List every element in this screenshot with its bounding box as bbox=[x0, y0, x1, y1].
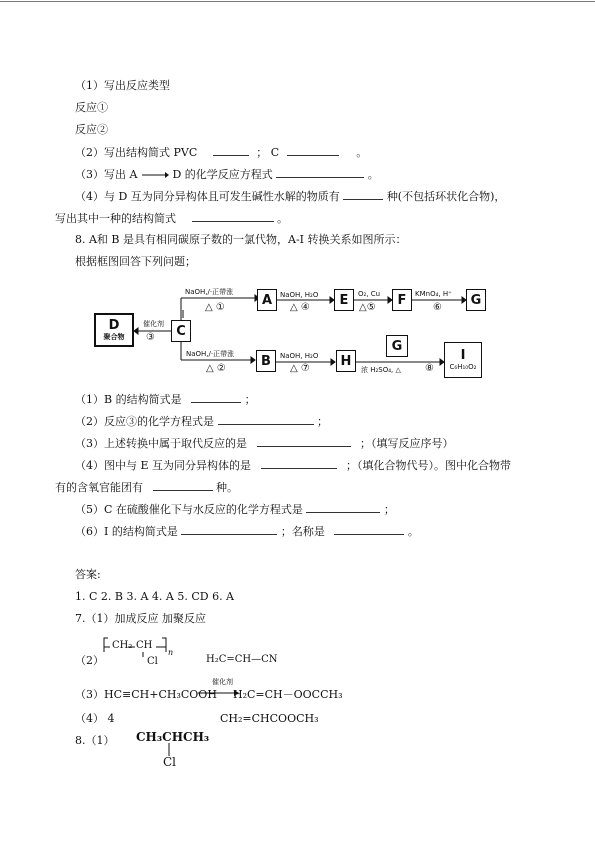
q8-part3 bbox=[75, 436, 454, 451]
q7-reaction2: 反应② bbox=[75, 123, 108, 136]
node-d-sub: 聚合物 bbox=[103, 332, 125, 341]
q7-part3 bbox=[75, 167, 379, 182]
label-b-h-bot: △ ⑦ bbox=[290, 363, 310, 374]
answer8-1-formula: CH₃CHCH₃ bbox=[136, 730, 210, 744]
polymer-cl: Cl bbox=[147, 656, 158, 667]
label-e-f-bot: △⑤ bbox=[359, 302, 376, 313]
answer7-2-acrylonitrile: H₂C=CH—CN bbox=[206, 654, 278, 665]
q7-p2-mid: ； C bbox=[256, 146, 280, 159]
node-h: H bbox=[336, 350, 356, 372]
q8-p4-g: 种。 bbox=[216, 481, 238, 494]
node-c: C bbox=[171, 320, 191, 342]
c-blank[interactable] bbox=[287, 145, 339, 156]
i-name-blank[interactable] bbox=[334, 524, 404, 535]
q8-p4-f: 有的含氧官能团有 bbox=[55, 481, 143, 494]
isomer-structure-blank[interactable] bbox=[192, 211, 274, 222]
node-d-label: D bbox=[108, 317, 120, 333]
isomer-count-blank[interactable] bbox=[343, 189, 383, 200]
label-h-i-num: ⑧ bbox=[425, 363, 434, 374]
b-structure-blank[interactable] bbox=[191, 392, 241, 403]
q8-part1 bbox=[75, 392, 256, 407]
arrow-icon bbox=[141, 170, 169, 180]
q7-p3-c: 。 bbox=[367, 168, 379, 181]
node-a: A bbox=[257, 289, 277, 311]
label-c-d-top: 催化剂 bbox=[143, 320, 164, 328]
node-g: G bbox=[466, 289, 486, 311]
q8-part4-cont bbox=[55, 480, 238, 495]
label-c-b-top: NaOH,/·正帶涨 bbox=[186, 350, 235, 358]
q8-p6-mid: ；名称是 bbox=[280, 525, 325, 538]
q8-p5-end: ； bbox=[383, 503, 395, 516]
q7-p4-d: 。 bbox=[277, 212, 288, 225]
node-b: B bbox=[256, 350, 276, 372]
a-to-d-equation-blank[interactable] bbox=[276, 167, 364, 178]
polymer-n: n bbox=[168, 648, 174, 657]
label-e-f-top: O₂, Cu bbox=[358, 290, 381, 298]
q8-p4-end: ；（填化合物代号）。图中化合物带 bbox=[346, 459, 512, 472]
q7-p3-a: （3）写出 A bbox=[75, 168, 138, 181]
polymer-ch: CH bbox=[136, 640, 153, 651]
hydration-equation-blank[interactable] bbox=[306, 502, 380, 513]
node-i-formula: C₆H₁₀O₂ bbox=[449, 362, 477, 371]
node-f: F bbox=[392, 289, 412, 311]
answer7-3-catalyst: 催化剂 bbox=[212, 678, 233, 686]
q8-p6-text: （6）I 的结构简式是 bbox=[75, 525, 178, 538]
q8-subtitle: 根据框图回答下列问题； bbox=[75, 255, 196, 268]
q7-p2-text: （2）写出结构简式 PVC bbox=[75, 146, 198, 159]
q8-p4-text: （4）图中与 E 互为同分异构体的是 bbox=[75, 459, 252, 472]
label-b-h-top: NaOH, H₂O bbox=[280, 352, 319, 360]
answer7-3-right: H₂C=CH－OOCCH₃ bbox=[233, 688, 343, 701]
answers-title: 答案: bbox=[75, 568, 101, 581]
label-a-e-bot: △ ④ bbox=[290, 302, 310, 313]
q7-part2 bbox=[75, 145, 367, 160]
q7-reaction1: 反应① bbox=[75, 101, 108, 114]
answer8-1-cl: Cl bbox=[163, 755, 177, 769]
node-i bbox=[444, 342, 482, 378]
q8-intro: 8. A和 B 是具有相同碳原子数的一氯代物，A-I 转换关系如图所示： bbox=[75, 233, 407, 246]
q7-part4-cont bbox=[55, 211, 288, 226]
q8-p3-end: ；（填写反应序号） bbox=[360, 437, 454, 450]
answer7-4-label: （4） 4 bbox=[75, 712, 115, 725]
answer7-2-label: （2） bbox=[75, 654, 104, 667]
q7-part1: （1）写出反应类型 bbox=[75, 79, 170, 92]
q8-p5-text: （5）C 在硫酸催化下与水反应的化学方程式是 bbox=[75, 503, 303, 516]
node-g-reagent: G bbox=[386, 335, 408, 357]
e-isomer-blank[interactable] bbox=[261, 458, 337, 469]
node-d bbox=[94, 313, 134, 347]
answer7-4-right: CH₂=CHCOOCH₃ bbox=[220, 712, 319, 725]
q8-p2-end: ； bbox=[317, 415, 328, 428]
label-c-b-bot: △ ② bbox=[206, 363, 226, 374]
functional-group-blank[interactable] bbox=[153, 480, 213, 491]
label-f-g-top: KMnO₄, H⁺ bbox=[415, 290, 452, 298]
q8-p1-text: （1）B 的结构简式是 bbox=[75, 393, 182, 406]
q8-p2-text: （2）反应③的化学方程式是 bbox=[75, 415, 214, 428]
q8-p1-end: ； bbox=[244, 393, 256, 406]
top-rule bbox=[0, 1, 595, 2]
node-e: E bbox=[334, 289, 354, 311]
pvc-blank[interactable] bbox=[213, 145, 249, 156]
node-i-label: I bbox=[460, 347, 466, 363]
answers-line2: 7.（1）加成反应 加聚反应 bbox=[75, 612, 206, 625]
label-c-a-bot: △ ① bbox=[205, 302, 225, 313]
i-structure-blank[interactable] bbox=[181, 524, 277, 535]
answer8-1-label: 8.（1） bbox=[75, 734, 115, 747]
q8-p3-text: （3）上述转换中属于取代反应的是 bbox=[75, 437, 247, 450]
answer7-3-left: （3）HC≡CH+CH₃COOH bbox=[75, 688, 217, 701]
q8-p6-end: 。 bbox=[407, 525, 419, 538]
q8-part4 bbox=[75, 458, 511, 473]
q8-part5 bbox=[75, 502, 395, 517]
q7-p4-c: 写出其中一种的结构简式 bbox=[55, 212, 176, 225]
q7-p4-a: （4）与 D 互为同分异构体且可发生碱性水解的物质有 bbox=[75, 190, 340, 203]
q8-part6 bbox=[75, 524, 419, 539]
q7-p3-b: D 的化学反应方程式 bbox=[172, 168, 273, 181]
label-a-e-top: NaOH, H₂O bbox=[280, 291, 319, 299]
label-f-g-bot: ⑥ bbox=[433, 302, 442, 313]
answers-line1: 1. C 2. B 3. A 4. A 5. CD 6. A bbox=[75, 590, 235, 603]
reaction3-equation-blank[interactable] bbox=[218, 414, 314, 425]
polymer-ch2: CH₂ bbox=[112, 640, 133, 651]
label-c-a-top: NaOH,/·正帶涨 bbox=[185, 288, 234, 296]
label-h-i-bot: 浓 H₂SO₄, △ bbox=[361, 366, 401, 374]
label-c-d-bot: ③ bbox=[146, 332, 155, 343]
q7-p2-end: 。 bbox=[356, 146, 368, 159]
q8-part2 bbox=[75, 414, 328, 429]
q7-part4 bbox=[75, 189, 505, 204]
q7-p4-b: 种(不包括环状化合物)， bbox=[386, 190, 506, 203]
substitution-blank[interactable] bbox=[257, 436, 351, 447]
